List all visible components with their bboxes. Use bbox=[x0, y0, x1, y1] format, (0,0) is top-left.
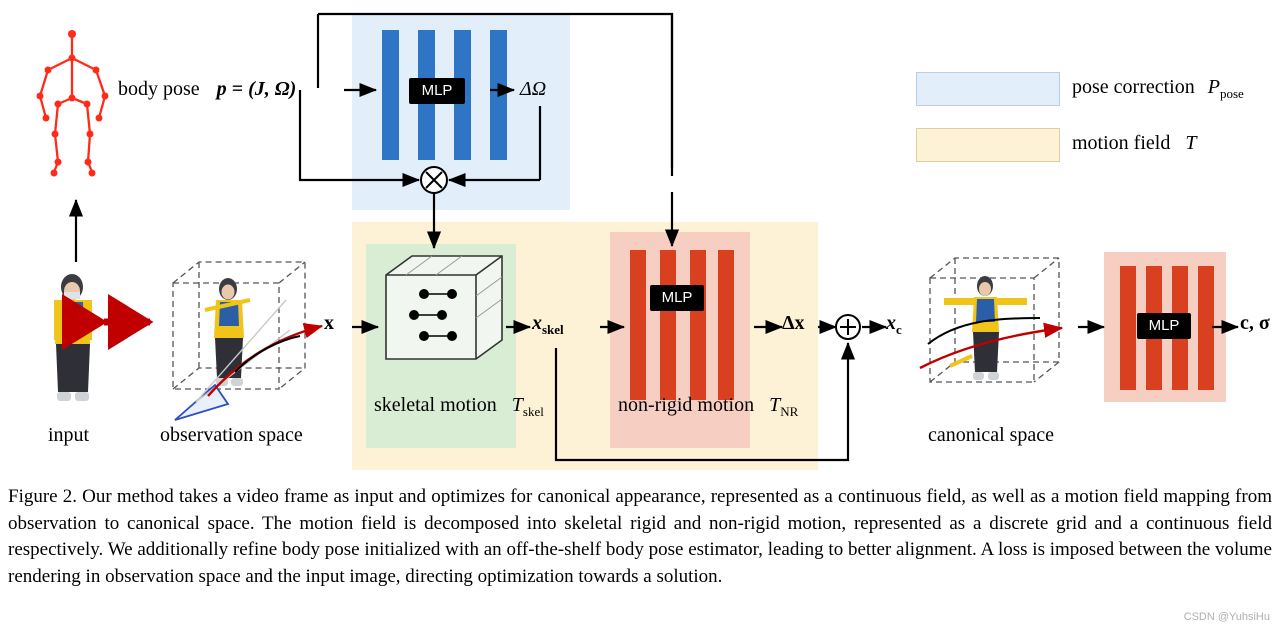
legend-symbol-motion-field: T bbox=[1185, 132, 1197, 154]
caption-text: Our method takes a video frame as input and optimizes for canonical appearance, represented as a continuous field, as well as a motion field mapping from observation to canonical space. The motion field is decomposed into skeletal rigid and non-rigid motion, represented as a discrete grid and a continuous field respectively. We additionally refine body pose initialized with an off-the-shelf body pose estimator, leading to better alignment. A loss is imposed between the volume rendering in observation space and the input image, directing optimization towards a solution. bbox=[8, 486, 1272, 587]
nonrigid-motion-text: non-rigid motion bbox=[618, 394, 755, 416]
legend-swatch-motion-field bbox=[916, 128, 1060, 162]
canonical-space-label: canonical space bbox=[928, 424, 1055, 446]
canonical-person-image bbox=[944, 276, 1027, 380]
x-skel-label: $x_{skel}$ bbox=[532, 312, 564, 337]
legend-label-pose-correction: pose correction $P_{pose}$ bbox=[1072, 76, 1244, 101]
pose-mlp-label: MLP bbox=[409, 78, 465, 104]
skeleton-joints bbox=[37, 30, 109, 177]
canonical-mlp-label: MLP bbox=[1137, 313, 1191, 339]
nonrigid-motion-symbol: $T_{NR}$ bbox=[769, 394, 799, 419]
observation-ray bbox=[208, 326, 322, 396]
skeletal-motion-text: skeletal motion bbox=[374, 394, 497, 416]
skeleton-figure bbox=[40, 36, 105, 172]
observation-space-label: observation space bbox=[160, 424, 303, 446]
body-pose-formula: p = (J, Ω) bbox=[216, 78, 297, 100]
canonical-space-cube bbox=[930, 258, 1059, 382]
observation-person-image bbox=[205, 278, 250, 386]
figure-caption bbox=[8, 484, 1272, 590]
input-label: input bbox=[48, 424, 90, 446]
delta-x-label: Δx bbox=[782, 312, 805, 334]
nonrigid-mlp-label: MLP bbox=[650, 285, 704, 311]
delta-omega-label: ΔΩ bbox=[520, 78, 547, 100]
legend-label-motion-field: motion field T bbox=[1072, 132, 1197, 154]
watermark-label: CSDN @YuhsiHu bbox=[1183, 611, 1270, 623]
canonical-ray bbox=[920, 328, 1062, 368]
input-person-image bbox=[54, 274, 92, 401]
x-label: x bbox=[324, 312, 334, 334]
plus-operator bbox=[836, 315, 860, 339]
skeletal-motion-label bbox=[374, 392, 544, 425]
legend-symbol-pose-correction: $P_{pose}$ bbox=[1207, 76, 1244, 101]
nonrigid-motion-label bbox=[618, 392, 798, 425]
c-sigma-label: c, σ bbox=[1240, 312, 1270, 334]
skeletal-motion-symbol: $T_{skel}$ bbox=[511, 394, 544, 419]
x-c-label: $x_c$ bbox=[886, 312, 902, 337]
caption-number: Figure 2. bbox=[8, 486, 77, 507]
camera-frustum bbox=[175, 300, 290, 420]
observation-space-cube bbox=[173, 262, 305, 389]
legend-swatch-pose-correction bbox=[916, 72, 1060, 106]
body-pose-label: body pose p = (J, Ω) bbox=[118, 78, 297, 100]
nonrigid-mlp-bars bbox=[628, 250, 734, 400]
